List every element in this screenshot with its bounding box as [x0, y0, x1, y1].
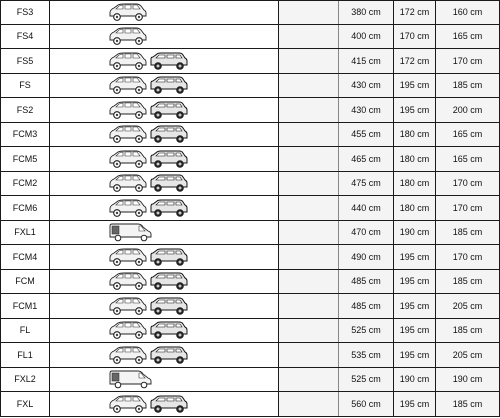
- model-code-cell: FCM4: [0, 245, 50, 269]
- table-row-fxl1: [0, 221, 500, 246]
- model-code-cell: FS: [0, 74, 50, 98]
- length-cell: 455 cm: [339, 123, 394, 147]
- width-cell: 180 cm: [394, 123, 436, 147]
- width-cell: 180 cm: [394, 147, 436, 171]
- width-cell: 180 cm: [394, 172, 436, 196]
- model-code-cell: FL1: [0, 343, 50, 367]
- suv-car-icon: [149, 198, 189, 218]
- width-cell: 180 cm: [394, 196, 436, 220]
- suv-car-icon: [149, 320, 189, 340]
- empty-cell: [279, 368, 339, 392]
- table-row-fl: [0, 319, 500, 344]
- model-code-cell: FS5: [0, 49, 50, 73]
- width-cell: 190 cm: [394, 368, 436, 392]
- height-cell: 185 cm: [436, 392, 500, 416]
- hatchback-car-icon: [108, 296, 148, 316]
- empty-cell: [279, 1, 339, 24]
- model-code-cell: FS4: [0, 25, 50, 49]
- height-cell: 190 cm: [436, 368, 500, 392]
- length-cell: 485 cm: [339, 270, 394, 294]
- length-cell: 430 cm: [339, 74, 394, 98]
- empty-cell: [279, 221, 339, 245]
- model-code-cell: FXL: [0, 392, 50, 416]
- vehicle-image-cell: [50, 25, 279, 49]
- vehicle-image-cell: [50, 221, 279, 245]
- width-cell: 172 cm: [394, 1, 436, 24]
- vehicle-image-cell: [50, 392, 279, 416]
- height-cell: 160 cm: [436, 1, 500, 24]
- height-cell: 170 cm: [436, 196, 500, 220]
- vehicle-image-cell: [50, 123, 279, 147]
- length-cell: 525 cm: [339, 368, 394, 392]
- empty-cell: [279, 98, 339, 122]
- width-cell: 190 cm: [394, 221, 436, 245]
- length-cell: 490 cm: [339, 245, 394, 269]
- table-row-fcm1: [0, 294, 500, 319]
- van-icon: [108, 222, 154, 242]
- length-cell: 470 cm: [339, 221, 394, 245]
- height-cell: 185 cm: [436, 221, 500, 245]
- table-row-fcm6: [0, 196, 500, 221]
- length-cell: 535 cm: [339, 343, 394, 367]
- table-row-fcm5: [0, 147, 500, 172]
- suv-car-icon: [149, 149, 189, 169]
- width-cell: 195 cm: [394, 319, 436, 343]
- empty-cell: [279, 294, 339, 318]
- height-cell: 165 cm: [436, 25, 500, 49]
- suv-car-icon: [149, 345, 189, 365]
- vehicle-image-cell: [50, 1, 279, 24]
- vehicle-image-cell: [50, 196, 279, 220]
- model-code-cell: FCM3: [0, 123, 50, 147]
- width-cell: 195 cm: [394, 294, 436, 318]
- width-cell: 195 cm: [394, 74, 436, 98]
- hatchback-car-icon: [108, 51, 148, 71]
- empty-cell: [279, 25, 339, 49]
- model-code-cell: FL: [0, 319, 50, 343]
- height-cell: 170 cm: [436, 245, 500, 269]
- length-cell: 560 cm: [339, 392, 394, 416]
- height-cell: 200 cm: [436, 98, 500, 122]
- table-row-fs4: [0, 25, 500, 50]
- width-cell: 170 cm: [394, 25, 436, 49]
- length-cell: 475 cm: [339, 172, 394, 196]
- vehicle-image-cell: [50, 343, 279, 367]
- width-cell: 195 cm: [394, 392, 436, 416]
- suv-car-icon: [149, 296, 189, 316]
- hatchback-car-icon: [108, 173, 148, 193]
- suv-car-icon: [149, 51, 189, 71]
- empty-cell: [279, 245, 339, 269]
- suv-car-icon: [149, 100, 189, 120]
- hatchback-car-icon: [108, 247, 148, 267]
- suv-car-icon: [149, 271, 189, 291]
- table-row-fcm: [0, 270, 500, 295]
- height-cell: 170 cm: [436, 49, 500, 73]
- length-cell: 440 cm: [339, 196, 394, 220]
- table-row-fxl: [0, 392, 500, 417]
- table-row-fs2: [0, 98, 500, 123]
- vehicle-image-cell: [50, 147, 279, 171]
- empty-cell: [279, 74, 339, 98]
- empty-cell: [279, 270, 339, 294]
- model-code-cell: FCM5: [0, 147, 50, 171]
- model-code-cell: FS2: [0, 98, 50, 122]
- width-cell: 195 cm: [394, 98, 436, 122]
- hatchback-car-icon: [108, 320, 148, 340]
- length-cell: 430 cm: [339, 98, 394, 122]
- empty-cell: [279, 319, 339, 343]
- van-icon: [108, 369, 154, 389]
- width-cell: 172 cm: [394, 49, 436, 73]
- width-cell: 195 cm: [394, 245, 436, 269]
- vehicle-image-cell: [50, 74, 279, 98]
- table-row-fcm4: [0, 245, 500, 270]
- height-cell: 170 cm: [436, 172, 500, 196]
- hatchback-car-icon: [108, 26, 148, 46]
- vehicle-image-cell: [50, 98, 279, 122]
- model-code-cell: FXL1: [0, 221, 50, 245]
- length-cell: 415 cm: [339, 49, 394, 73]
- vehicle-image-cell: [50, 270, 279, 294]
- table-row-fxl2: [0, 368, 500, 393]
- vehicle-image-cell: [50, 245, 279, 269]
- model-code-cell: FCM6: [0, 196, 50, 220]
- suv-car-icon: [149, 394, 189, 414]
- hatchback-car-icon: [108, 149, 148, 169]
- empty-cell: [279, 172, 339, 196]
- empty-cell: [279, 123, 339, 147]
- table-row-fcm3: [0, 123, 500, 148]
- width-cell: 195 cm: [394, 270, 436, 294]
- hatchback-car-icon: [108, 271, 148, 291]
- hatchback-car-icon: [108, 124, 148, 144]
- hatchback-car-icon: [108, 345, 148, 365]
- model-code-cell: FCM2: [0, 172, 50, 196]
- vehicle-image-cell: [50, 294, 279, 318]
- table-row-fs3: [0, 0, 500, 25]
- model-code-cell: FS3: [0, 1, 50, 24]
- empty-cell: [279, 147, 339, 171]
- table-row-fl1: [0, 343, 500, 368]
- suv-car-icon: [149, 75, 189, 95]
- height-cell: 165 cm: [436, 123, 500, 147]
- height-cell: 205 cm: [436, 343, 500, 367]
- length-cell: 525 cm: [339, 319, 394, 343]
- suv-car-icon: [149, 124, 189, 144]
- height-cell: 185 cm: [436, 319, 500, 343]
- vehicle-image-cell: [50, 319, 279, 343]
- empty-cell: [279, 392, 339, 416]
- length-cell: 485 cm: [339, 294, 394, 318]
- vehicle-image-cell: [50, 368, 279, 392]
- length-cell: 465 cm: [339, 147, 394, 171]
- height-cell: 185 cm: [436, 74, 500, 98]
- model-code-cell: FXL2: [0, 368, 50, 392]
- vehicle-image-cell: [50, 172, 279, 196]
- height-cell: 165 cm: [436, 147, 500, 171]
- hatchback-car-icon: [108, 100, 148, 120]
- empty-cell: [279, 343, 339, 367]
- model-code-cell: FCM1: [0, 294, 50, 318]
- height-cell: 205 cm: [436, 294, 500, 318]
- empty-cell: [279, 49, 339, 73]
- suv-car-icon: [149, 173, 189, 193]
- table-row-fs5: [0, 49, 500, 74]
- table-row-fs: [0, 74, 500, 99]
- hatchback-car-icon: [108, 2, 148, 22]
- hatchback-car-icon: [108, 198, 148, 218]
- vehicle-image-cell: [50, 49, 279, 73]
- width-cell: 195 cm: [394, 343, 436, 367]
- empty-cell: [279, 196, 339, 220]
- length-cell: 380 cm: [339, 1, 394, 24]
- height-cell: 185 cm: [436, 270, 500, 294]
- model-code-cell: FCM: [0, 270, 50, 294]
- hatchback-car-icon: [108, 75, 148, 95]
- table-row-fcm2: [0, 172, 500, 197]
- suv-car-icon: [149, 247, 189, 267]
- hatchback-car-icon: [108, 394, 148, 414]
- length-cell: 400 cm: [339, 25, 394, 49]
